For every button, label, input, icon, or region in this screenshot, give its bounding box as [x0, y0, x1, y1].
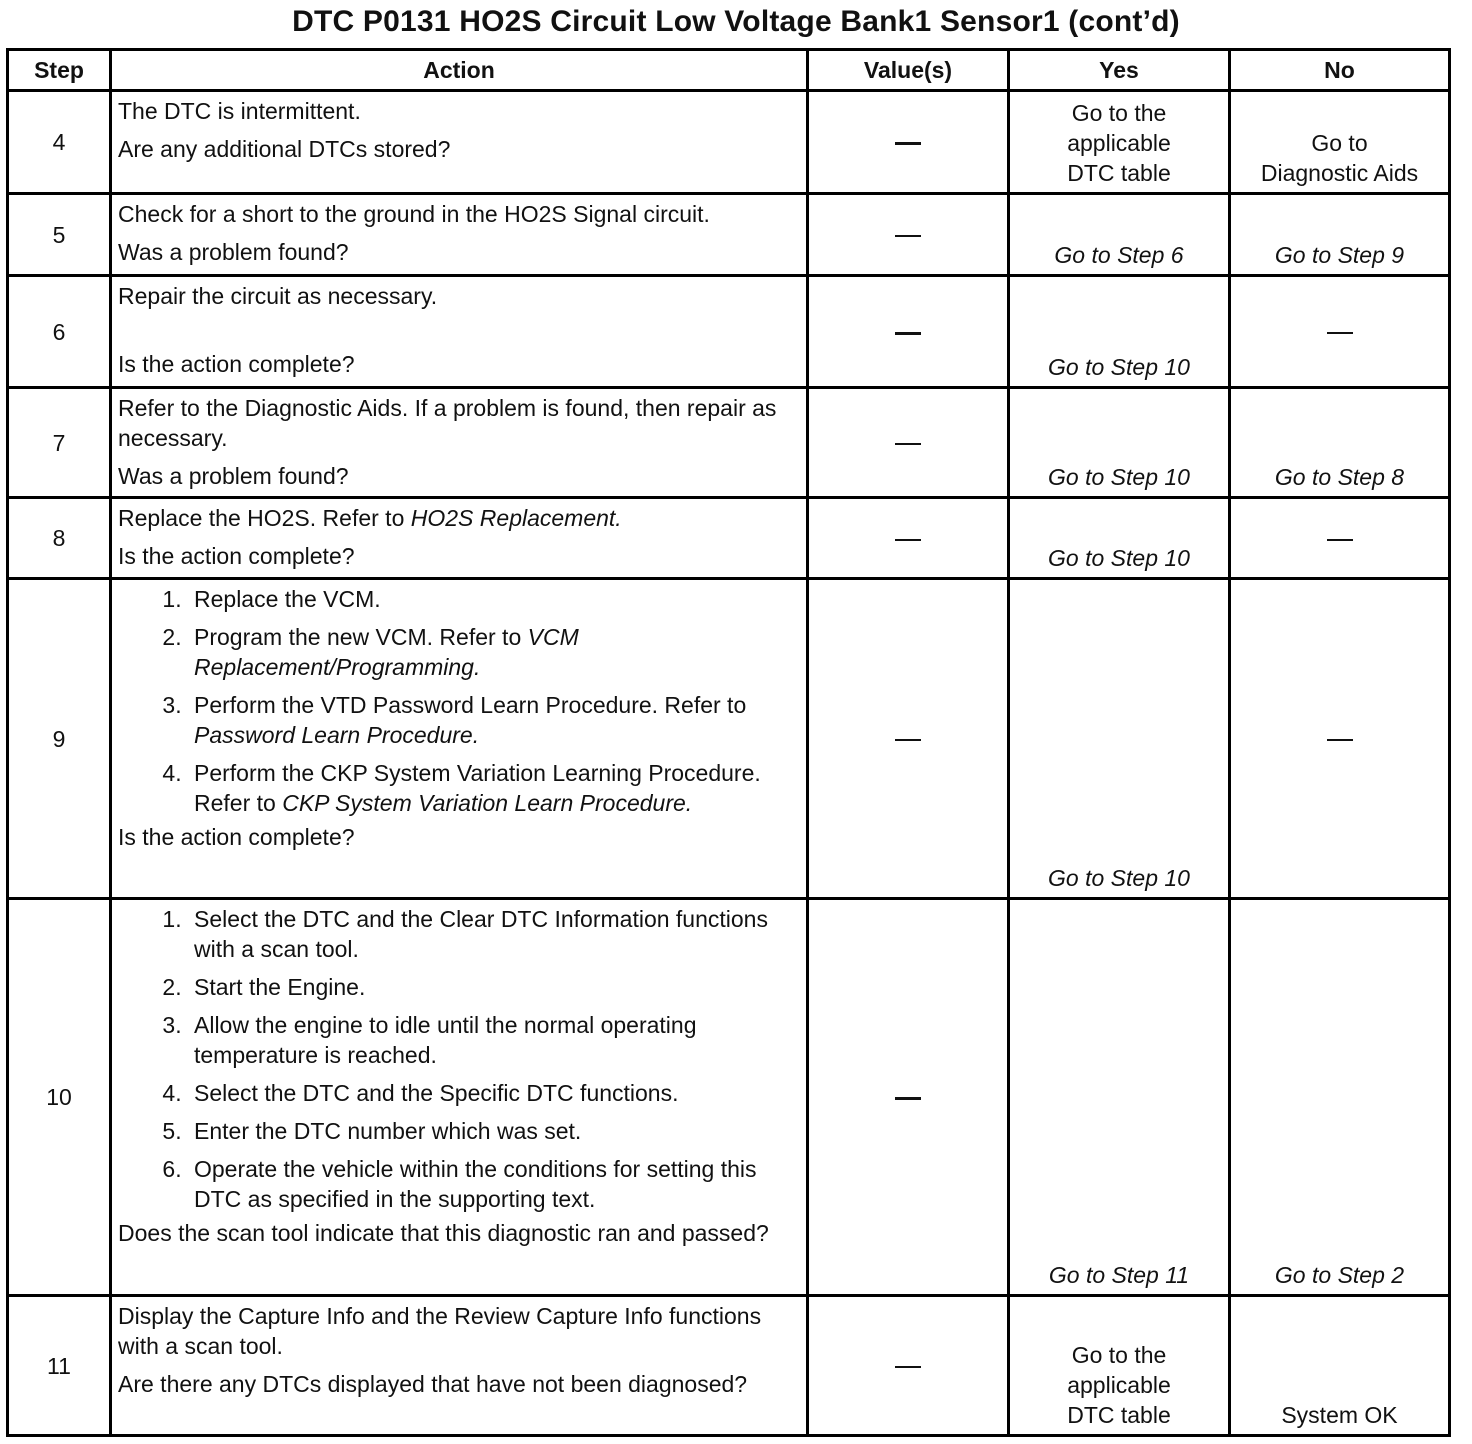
value-cell	[808, 388, 1009, 498]
list-item: 2. Start the Engine.	[188, 972, 800, 1002]
action-cell	[111, 498, 808, 579]
table-row	[8, 388, 1450, 498]
yes-text: Go to Step 10	[1048, 545, 1190, 571]
list-item	[188, 758, 800, 818]
list-item: 5. Enter the DTC number which was set.	[188, 1116, 800, 1146]
em-dash	[895, 539, 921, 541]
em-dash	[895, 443, 921, 445]
no-cell	[1230, 276, 1450, 388]
em-dash	[895, 739, 921, 741]
action-question: Are there any DTCs displayed that have not been diagnosed?	[118, 1371, 748, 1397]
reference-link[interactable]: HO2S Replacement.	[410, 505, 622, 531]
no-cell	[1230, 1296, 1450, 1436]
procedure-list	[118, 904, 800, 1214]
table-row	[8, 91, 1450, 194]
list-item: 1. Replace the VCM.	[188, 584, 800, 614]
procedure-list	[118, 584, 800, 818]
no-text: Go to Step 2	[1274, 1262, 1405, 1288]
value-cell	[808, 1296, 1009, 1436]
yes-cell	[1009, 1296, 1230, 1436]
page-title: DTC P0131 HO2S Circuit Low Voltage Bank1 Sensor1 (cont’d)	[292, 5, 1180, 38]
action-question: Was a problem found?	[118, 239, 349, 265]
no-cell	[1230, 498, 1450, 579]
yes-text: applicable	[1067, 1372, 1171, 1398]
no-text: Go to Step 8	[1274, 464, 1405, 490]
action-question: Are any additional DTCs stored?	[118, 136, 451, 162]
yes-cell	[1009, 498, 1230, 579]
action-text: Refer to the Diagnostic Aids. If a problem is found, then repair as necessary.	[118, 395, 777, 451]
no-cell	[1230, 899, 1450, 1296]
value-cell	[808, 579, 1009, 899]
em-dash	[895, 1097, 921, 1100]
value-cell	[808, 276, 1009, 388]
header-values: Value(s)	[808, 50, 1009, 91]
action-cell	[111, 899, 808, 1296]
action-cell	[111, 1296, 808, 1436]
action-text: Check for a short to the ground in the HO2S Signal circuit.	[118, 201, 710, 227]
step-number: 5	[8, 194, 111, 276]
step-number: 4	[8, 91, 111, 194]
yes-cell	[1009, 899, 1230, 1296]
em-dash	[1327, 739, 1353, 741]
step-number: 7	[8, 388, 111, 498]
action-question: Is the action complete?	[118, 824, 355, 850]
step-number: 8	[8, 498, 111, 579]
list-item	[188, 690, 800, 750]
header-no: No	[1230, 50, 1450, 91]
reference-link[interactable]: Password Learn Procedure.	[194, 722, 480, 748]
step-number: 9	[8, 579, 111, 899]
no-text: System OK	[1281, 1402, 1398, 1428]
yes-text: Go to Step 10	[1048, 464, 1190, 490]
reference-link[interactable]: VCM Replacement/Programming.	[194, 624, 579, 680]
action-cell	[111, 91, 808, 194]
yes-text: Go to the	[1071, 100, 1167, 126]
action-question: Is the action complete?	[118, 351, 355, 377]
step-number: 11	[8, 1296, 111, 1436]
list-item: 4. Select the DTC and the Specific DTC functions.	[188, 1078, 800, 1108]
em-dash	[1327, 332, 1353, 334]
header-yes: Yes	[1009, 50, 1230, 91]
yes-cell	[1009, 388, 1230, 498]
header-row	[8, 50, 1450, 91]
yes-cell	[1009, 194, 1230, 276]
no-cell	[1230, 91, 1450, 194]
value-cell	[808, 899, 1009, 1296]
action-question: Is the action complete?	[118, 543, 355, 569]
yes-cell	[1009, 276, 1230, 388]
em-dash	[895, 1366, 921, 1368]
table-row	[8, 1296, 1450, 1436]
value-cell	[808, 91, 1009, 194]
yes-cell	[1009, 579, 1230, 899]
table-row	[8, 276, 1450, 388]
action-text: Display the Capture Info and the Review Capture Info functions with a scan tool.	[118, 1303, 762, 1359]
action-text-plain: Replace the HO2S. Refer to	[118, 505, 411, 531]
step-number: 10	[8, 899, 111, 1296]
table-row	[8, 498, 1450, 579]
step-number: 6	[8, 276, 111, 388]
header-step: Step	[8, 50, 111, 91]
list-item-text: Program the new VCM. Refer to	[194, 624, 528, 650]
table-row	[8, 194, 1450, 276]
yes-text: applicable	[1067, 130, 1171, 156]
action-cell	[111, 579, 808, 899]
list-item: 3. Allow the engine to idle until the normal operating temperature is reached.	[188, 1010, 800, 1070]
no-text: Go to	[1311, 130, 1368, 156]
reference-link[interactable]: CKP System Variation Learn Procedure.	[282, 790, 693, 816]
yes-text: DTC table	[1067, 1402, 1171, 1428]
value-cell	[808, 498, 1009, 579]
yes-text: Go to Step 10	[1048, 865, 1190, 891]
no-text: Go to Step 9	[1274, 242, 1405, 268]
list-item: 1. Select the DTC and the Clear DTC Information functions with a scan tool.	[188, 904, 800, 964]
yes-text: Go to the	[1071, 1342, 1167, 1368]
yes-text: Go to Step 11	[1048, 1262, 1190, 1288]
no-cell	[1230, 194, 1450, 276]
yes-text: Go to Step 6	[1054, 242, 1184, 268]
em-dash	[895, 142, 921, 145]
action-question: Does the scan tool indicate that this diagnostic ran and passed?	[118, 1220, 769, 1246]
no-cell	[1230, 579, 1450, 899]
diagnostic-table	[6, 48, 1451, 1437]
yes-text: Go to Step 10	[1048, 354, 1190, 380]
yes-cell	[1009, 91, 1230, 194]
action-text	[118, 503, 800, 533]
em-dash	[895, 235, 921, 237]
table-row	[8, 579, 1450, 899]
list-item-text: Perform the VTD Password Learn Procedure. Refer to	[194, 692, 747, 718]
list-item: 6. Operate the vehicle within the conditions for setting this DTC as specified in the supporting text.	[188, 1154, 800, 1214]
em-dash	[895, 332, 921, 335]
list-item-text: Perform the CKP System Variation Learning Procedure. Refer to	[194, 760, 761, 816]
table-row	[8, 899, 1450, 1296]
header-action: Action	[111, 50, 808, 91]
list-item	[188, 622, 800, 682]
no-cell	[1230, 388, 1450, 498]
value-cell	[808, 194, 1009, 276]
action-cell	[111, 276, 808, 388]
action-text: The DTC is intermittent.	[118, 98, 361, 124]
action-text: Repair the circuit as necessary.	[118, 283, 438, 309]
yes-text: DTC table	[1067, 160, 1171, 186]
action-cell	[111, 388, 808, 498]
em-dash	[1327, 539, 1353, 541]
action-cell	[111, 194, 808, 276]
no-text: Diagnostic Aids	[1260, 160, 1419, 186]
action-question: Was a problem found?	[118, 463, 349, 489]
